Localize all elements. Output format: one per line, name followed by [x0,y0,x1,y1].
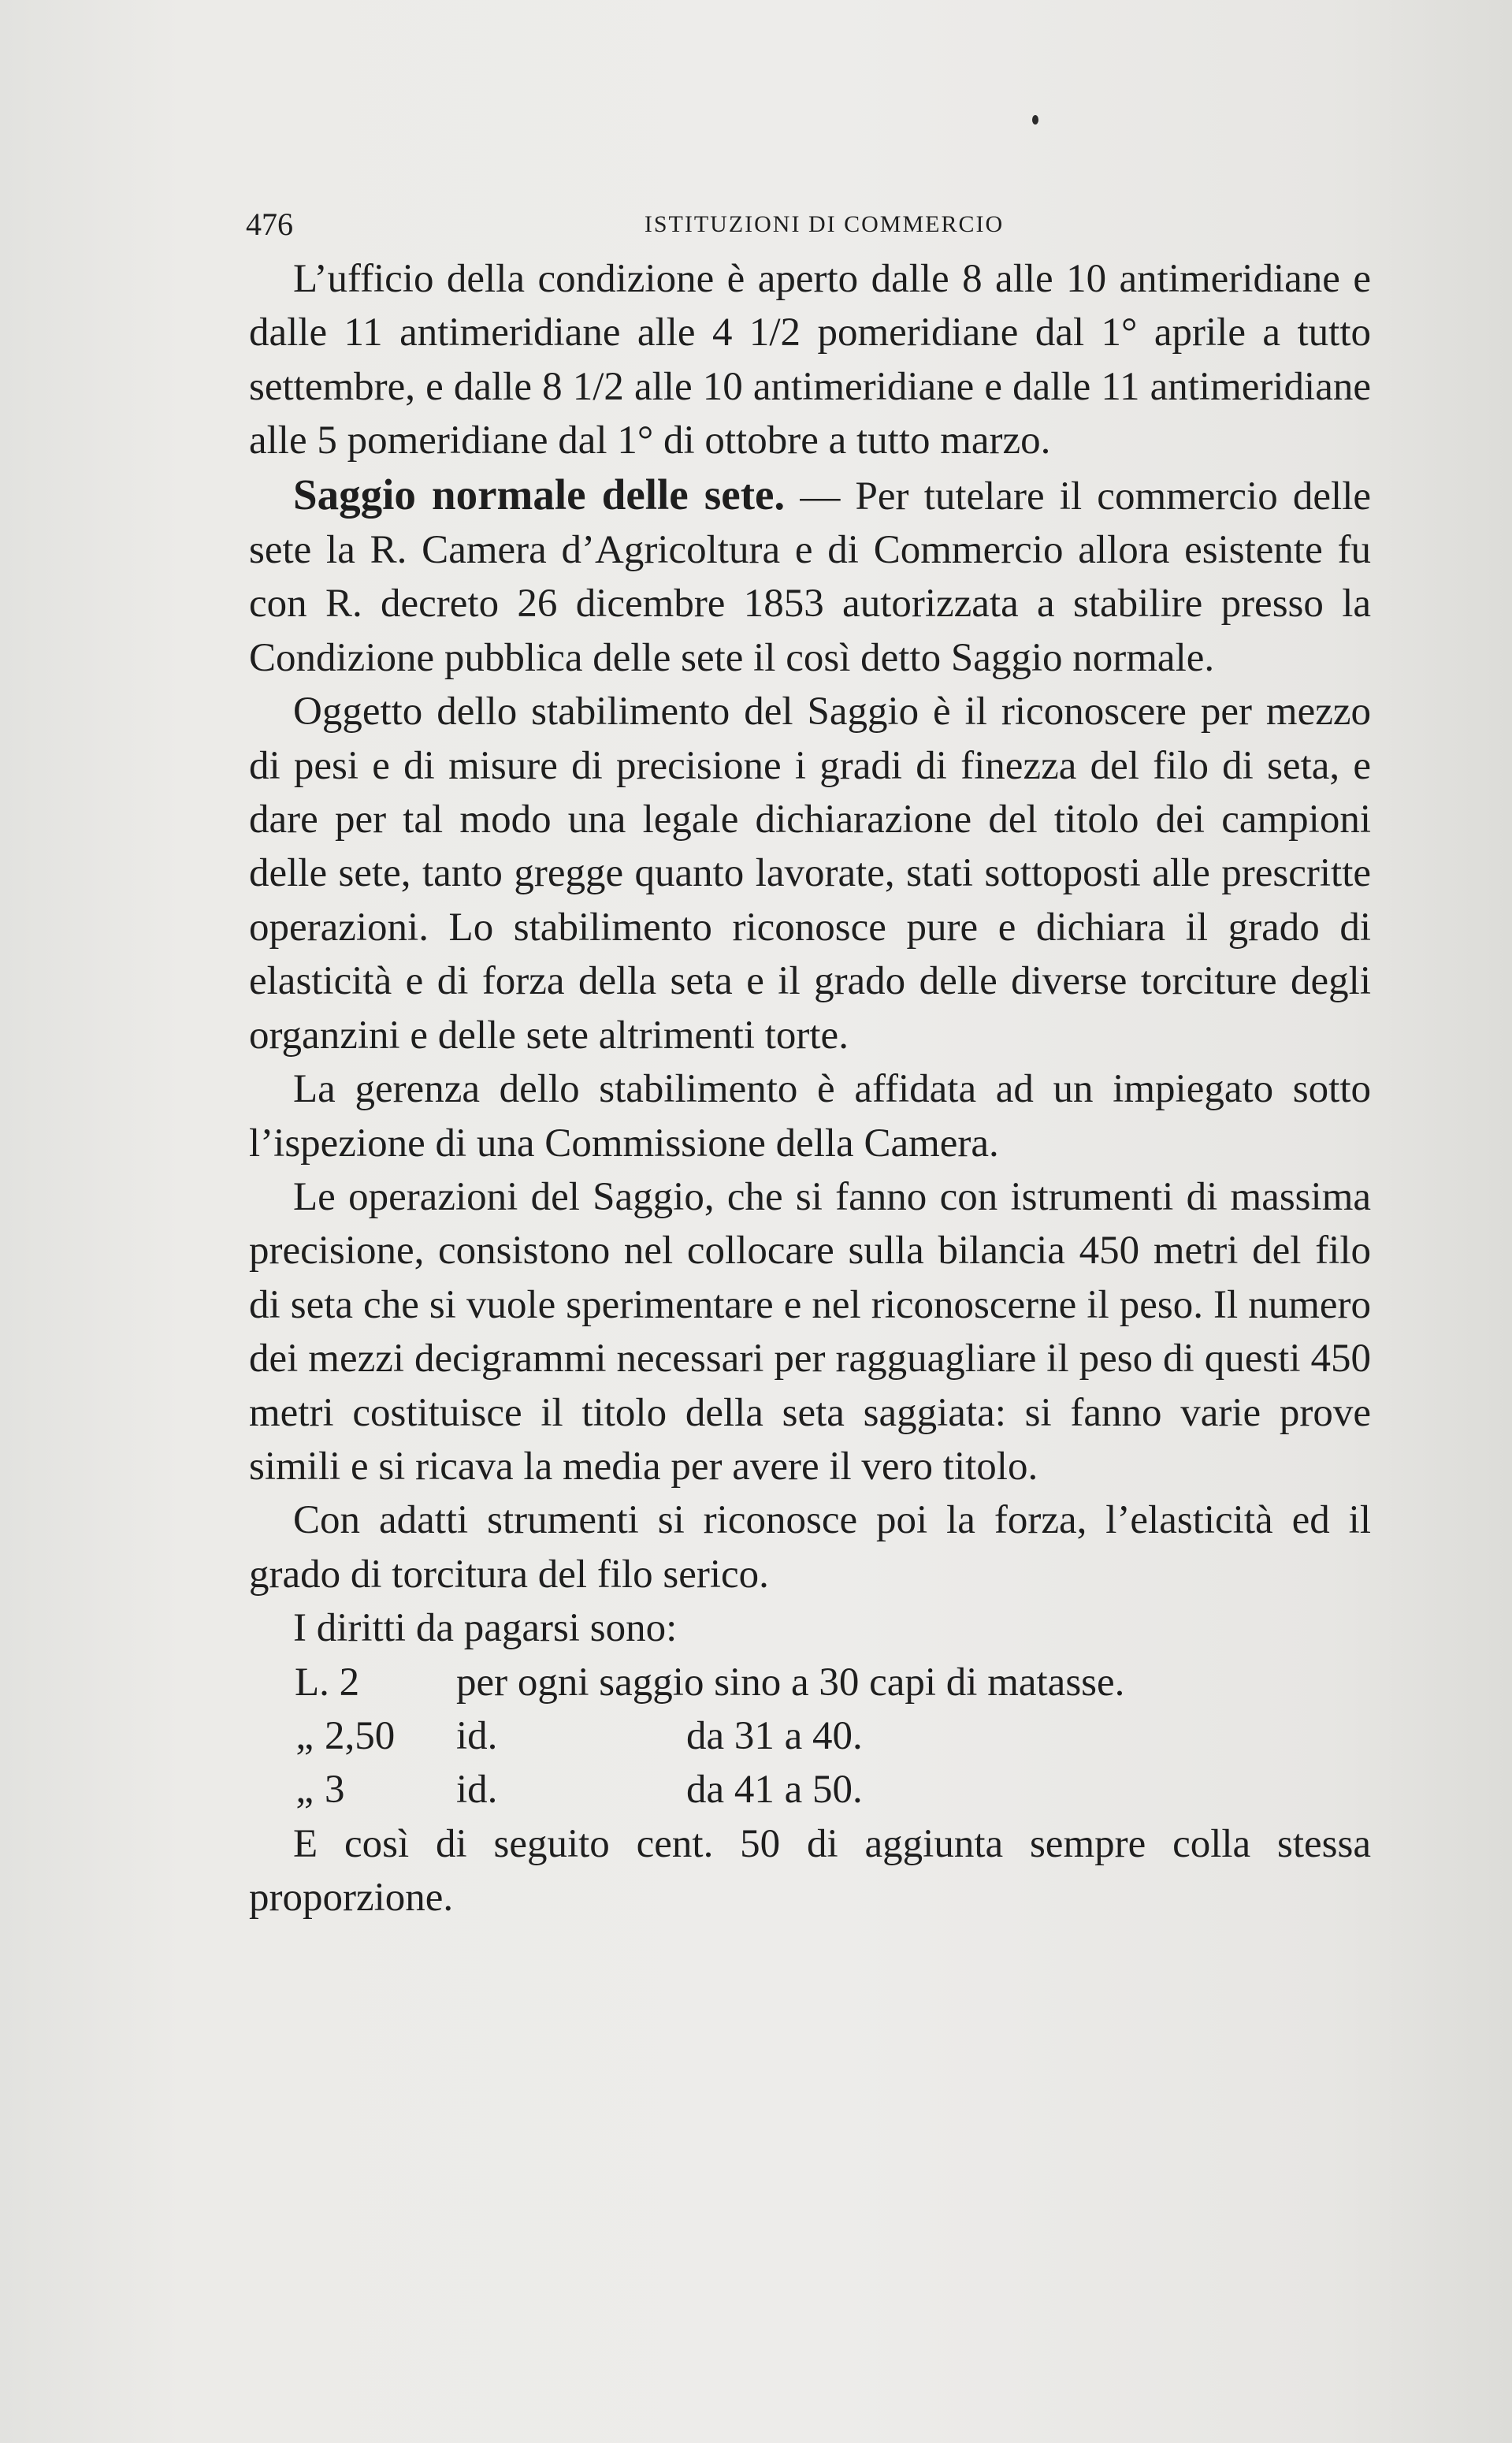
ink-speck [1032,115,1038,125]
fee-amount-cell [295,1709,456,1763]
paragraph-management: La gerenza dello stabilimento è affidata ad un impiegato sotto l’ispezione di una Commissione della Camera. [249,1067,1371,1166]
page-header [246,205,1371,244]
fee-amount-cell [295,1763,456,1816]
fee-row [295,1709,1124,1763]
fee-prefix: „ [295,1768,314,1813]
paragraph-instruments: Con adatti strumenti si riconosce poi la forza, l’elasticità ed il grado di torcitura del filo serico. [249,1498,1371,1597]
fee-amount: 2 [339,1660,360,1705]
paragraph-operations: Le operazioni del Saggio, che si fanno con istrumenti di massima precisione, consistono nel collocare sulla bilancia 450 metri del filo di seta che si vuole sperimentare e nel riconoscerne il peso. Il numero dei mezzi decigrammi necessari per ragguagliare il peso di questi 450 metri costituisce il titolo della seta saggiata: si fanno varie prove simili e si ricava la media per avere il vero titolo. [249,1174,1371,1489]
fee-row [295,1763,1124,1816]
page-body [249,252,1371,1925]
fee-amount-cell [295,1656,456,1709]
fee-amount: 3 [325,1768,345,1813]
paragraph-continuation: E così di seguito cent. 50 di aggiunta sempre colla stessa proporzione. [249,1821,1371,1921]
section-heading: Saggio normale delle sete. [293,470,786,519]
paragraph-purpose: Oggetto dello stabilimento del Saggio è il riconoscere per mezzo di pesi e di misure di precisione i gradi di finezza del filo di seta, e dare per tal modo una legale dichiarazione del titolo dei campioni delle sete, tanto gregge quanto lavorate, stati sottoposti alle prescritte operazioni. Lo stabilimento riconosce pure e dichiara il grado di elasticità e di forza della seta e il grado delle diverse torciture degli organzini e delle sete altrimenti torte. [249,690,1371,1058]
paragraph-fees-intro: I diritti da pagarsi sono: [293,1606,678,1651]
page-number: 476 [246,206,293,242]
fee-range: da 41 a 50. [686,1768,863,1813]
fee-prefix: „ [295,1713,314,1758]
fee-prefix: L. [295,1660,329,1705]
fee-table [295,1656,1124,1817]
section-heading-text: — Per tutelare il commercio delle sete la R. Camera d’Agricoltura e di Commercio allora esistente fu con R. decreto 26 dicembre 1853 autorizzata a stabilire presso la Condizione pubblica delle sete il così detto Saggio normale. [249,474,1371,680]
fee-description: id. [456,1768,498,1813]
fee-description: per ogni saggio sino a 30 capi di matasse. [456,1660,1125,1705]
running-head: ISTITUZIONI DI COMMERCIO [644,211,1005,237]
fee-description: id. [456,1713,498,1758]
fee-amount: 2,50 [325,1713,396,1758]
fee-row [295,1656,1124,1709]
paragraph-saggio-normale [249,468,1371,686]
paragraph-office-hours: L’ufficio della condizione è aperto dalle 8 alle 10 antimeridiane e dalle 11 antimeridiane alle 4 1/2 pomeridiane dal 1° aprile a tutto settembre, e dalle 8 1/2 alle 10 antimeridiane e dalle 11 antimeridiane alle 5 pomeridiane dal 1° di ottobre a tutto marzo. [249,257,1371,463]
fee-range: da 31 a 40. [686,1713,863,1758]
